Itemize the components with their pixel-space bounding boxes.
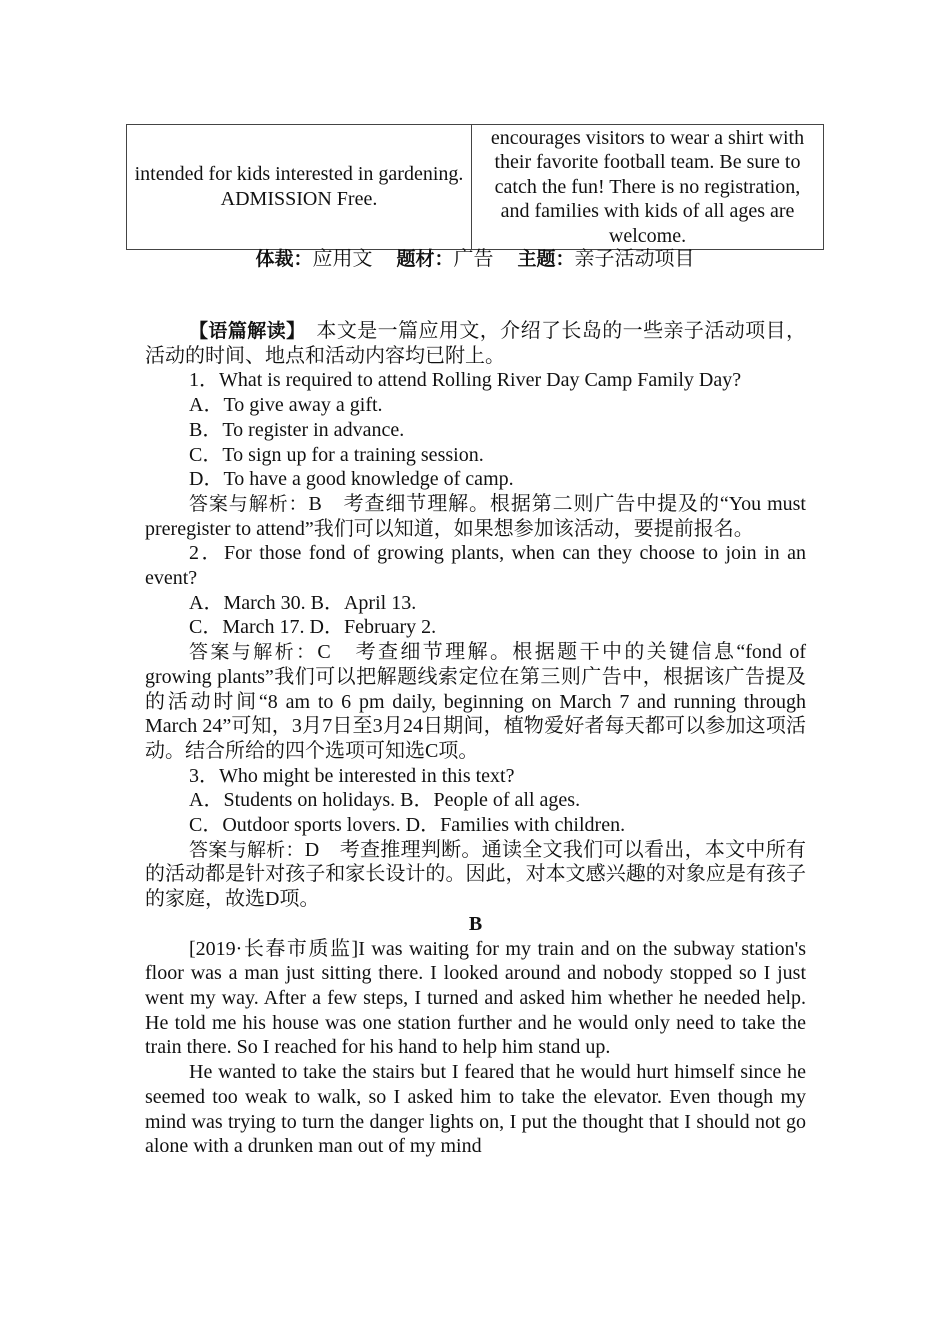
section-heading: B — [468, 912, 483, 935]
topic-label: 题材： — [396, 248, 454, 270]
theme-value: 亲子活动项目 — [574, 248, 695, 270]
question-option: B．To register in advance. — [189, 418, 405, 441]
question-option: C．To sign up for a training session. — [189, 443, 484, 466]
topic-value: 广告 — [453, 248, 494, 270]
question-option: A．March 30. B．April 13. — [189, 591, 417, 614]
question-option: D．To have a good knowledge of camp. — [189, 468, 514, 491]
answer-label: 答案与解析： — [189, 838, 305, 861]
table-cell-left: intended for kids interested in gardening. ADMISSION Free. — [127, 125, 472, 250]
passage-paragraph — [145, 937, 806, 1061]
analysis-text: 本文是一篇应用文，介绍了长岛的一些亲子活动项目，活动的时间、地点和活动内容均已附上。 — [145, 320, 806, 367]
answer-explanation — [145, 838, 806, 912]
answer-label: 答案与解析： — [189, 641, 318, 664]
article-meta — [0, 246, 950, 272]
passage-analysis — [145, 319, 806, 368]
answer-label: 答案与解析： — [189, 492, 309, 515]
question-stem: 3．Who might be interested in this text? — [189, 764, 515, 787]
answer-text: D 考查推理判断。通读全文我们可以看出，本文中所有的活动都是针对孩子和家长设计的。因此，对本文感兴趣的对象应是有孩子的家庭，故选D项。 — [145, 838, 806, 911]
genre-value: 应用文 — [312, 248, 373, 270]
question-option: A．To give away a gift. — [189, 394, 383, 417]
theme-label: 主题： — [517, 248, 575, 270]
ad-table — [126, 124, 824, 250]
passage-text: I was waiting for my train and on the subway station's floor was a man just sitting there. I looked around and nobody stopped so I just went my way. After a few steps, I turned and asked him whether he needed help. He told me his house was one station further and he would only need to take the train there. So I reached for his hand to help him stand up. — [145, 937, 806, 1059]
answer-explanation — [145, 640, 806, 764]
passage-source: [2019·长春市质监] — [189, 937, 359, 960]
passage-paragraph: He wanted to take the stairs but I feared that he would hurt himself since he seemed too weak to walk, so I asked him to take the elevator. Even though my mind was trying to turn the danger lights on, I put the thought that I should not go alone with a drunken man out of my mind — [145, 1061, 806, 1158]
question-option: C．March 17. D．February 2. — [189, 616, 437, 639]
document-body — [145, 319, 806, 1159]
question-stem: 2．For those fond of growing plants, when can they choose to join in an event? — [145, 542, 806, 590]
table-cell-right: encourages visitors to wear a shirt with their favorite football team. Be sure to catch the fun! There is no registration, and families with kids of all ages are welcome. — [472, 125, 824, 250]
answer-text: B 考查细节理解。根据第二则广告中提及的“You must preregister to attend”我们可以知道，如果想参加该活动，要提前报名。 — [145, 492, 806, 540]
question-option: A．Students on holidays. B．People of all ages. — [189, 789, 581, 812]
table-row — [127, 125, 824, 250]
answer-explanation — [145, 492, 806, 541]
genre-label: 体裁： — [255, 248, 313, 270]
analysis-label: 【语篇解读】 — [189, 320, 296, 342]
answer-text: C 考查细节理解。根据题干中的关键信息“fond of growing plants”我们可以把解题线索定位在第三则广告中，根据该广告提及的活动时间“8 am to 6 pm daily, beginning on March 7 and running through March 24”可知，3月7日至3月24日期间，植物爱好者每天都可以参加这项活动。结合所给的四个选项可知选C项。 — [145, 641, 806, 762]
question-option: C．Outdoor sports lovers. D．Families with children. — [189, 814, 626, 837]
question-stem: 1．What is required to attend Rolling River Day Camp Family Day? — [189, 369, 742, 392]
